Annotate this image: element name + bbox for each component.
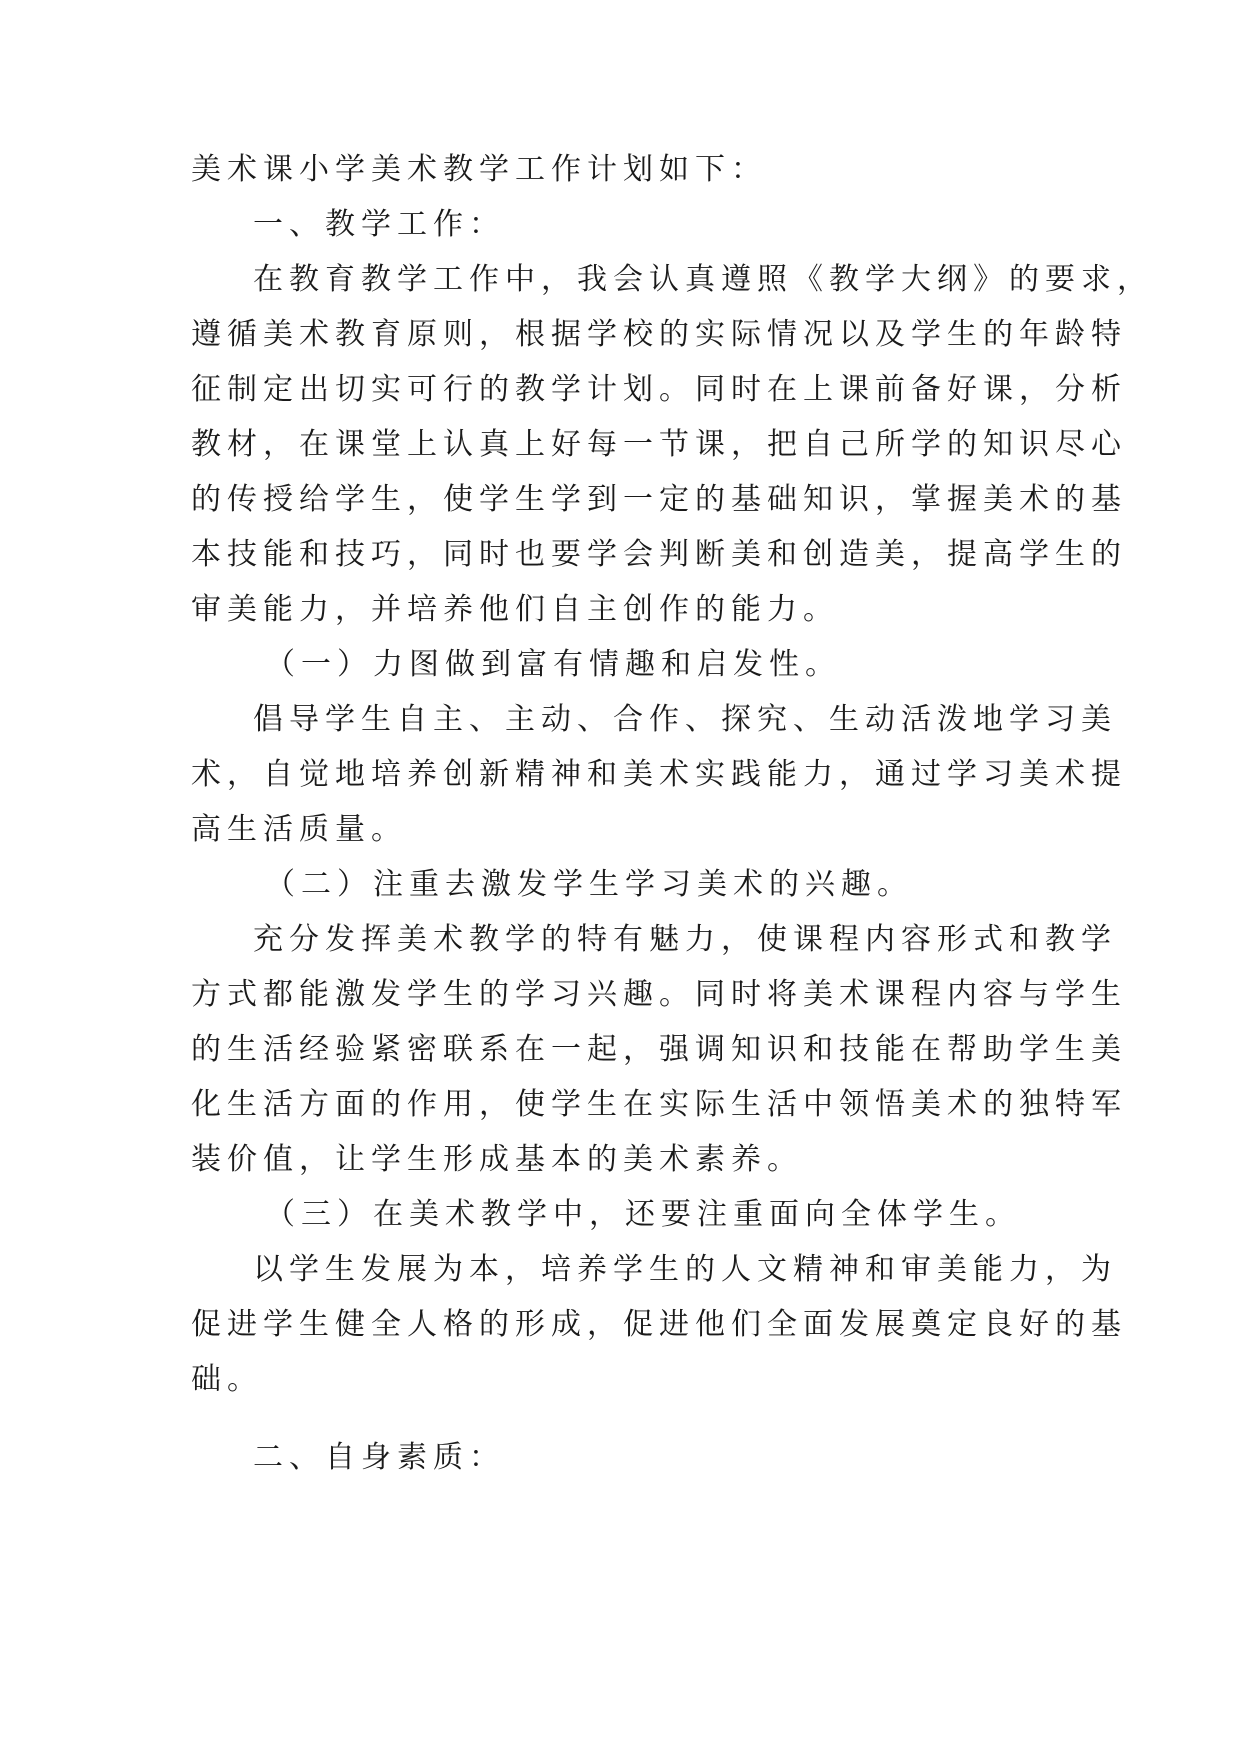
section-heading-self-quality: 二、自身素质：: [253, 1440, 505, 1475]
paragraph-line: 征制定出切实可行的教学计划。同时在上课前备好课，分析: [191, 372, 1127, 407]
intro-line: 美术课小学美术教学工作计划如下：: [191, 152, 767, 187]
paragraph-line: 术，自觉地培养创新精神和美术实践能力，通过学习美术提: [191, 757, 1127, 792]
subsection-heading-2: （二）注重去激发学生学习美术的兴趣。: [265, 867, 913, 902]
paragraph-line: 审美能力，并培养他们自主创作的能力。: [191, 592, 839, 627]
paragraph-line: 的生活经验紧密联系在一起，强调知识和技能在帮助学生美: [191, 1032, 1127, 1067]
subsection-heading-1: （一）力图做到富有情趣和启发性。: [265, 647, 841, 682]
paragraph-line: 倡导学生自主、主动、合作、探究、生动活泼地学习美: [253, 702, 1117, 737]
paragraph-line: 遵循美术教育原则，根据学校的实际情况以及学生的年龄特: [191, 317, 1127, 352]
paragraph-line: 在教育教学工作中，我会认真遵照《教学大纲》的要求，: [253, 262, 1153, 297]
paragraph-line: 以学生发展为本，培养学生的人文精神和审美能力，为: [253, 1252, 1117, 1287]
subsection-heading-3: （三）在美术教学中，还要注重面向全体学生。: [265, 1197, 1021, 1232]
paragraph-line: 教材，在课堂上认真上好每一节课，把自己所学的知识尽心: [191, 427, 1127, 462]
paragraph-line: 化生活方面的作用，使学生在实际生活中领悟美术的独特军: [191, 1087, 1127, 1122]
paragraph-line: 本技能和技巧，同时也要学会判断美和创造美，提高学生的: [191, 537, 1127, 572]
paragraph-line: 方式都能激发学生的学习兴趣。同时将美术课程内容与学生: [191, 977, 1127, 1012]
paragraph-line: 础。: [191, 1362, 263, 1397]
paragraph-line: 高生活质量。: [191, 812, 407, 847]
paragraph-line: 的传授给学生，使学生学到一定的基础知识，掌握美术的基: [191, 482, 1127, 517]
paragraph-line: 促进学生健全人格的形成，促进他们全面发展奠定良好的基: [191, 1307, 1127, 1342]
paragraph-line: 装价值，让学生形成基本的美术素养。: [191, 1142, 803, 1177]
paragraph-line: 充分发挥美术教学的特有魅力，使课程内容形式和教学: [253, 922, 1117, 957]
section-heading-teaching-work: 一、教学工作：: [253, 207, 505, 242]
